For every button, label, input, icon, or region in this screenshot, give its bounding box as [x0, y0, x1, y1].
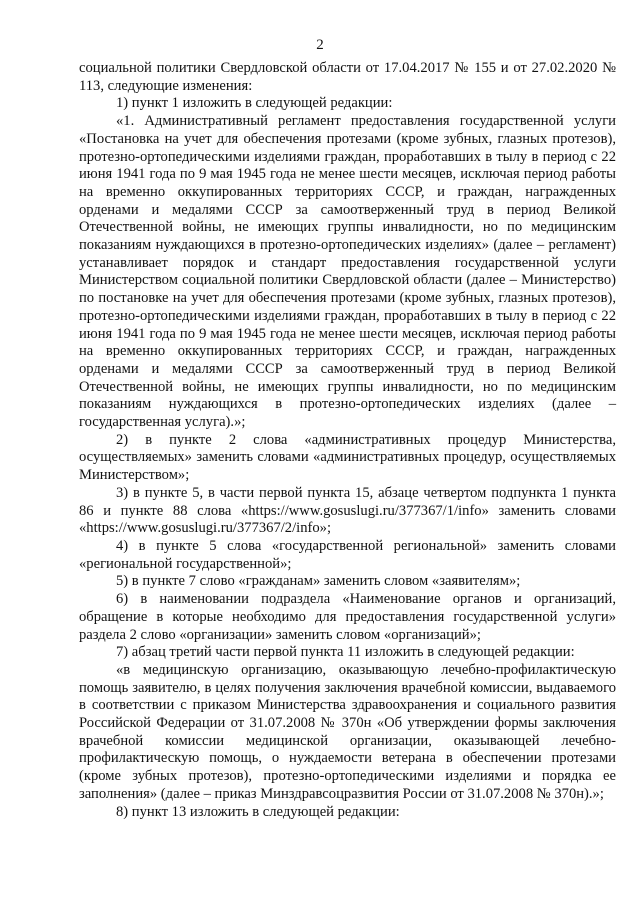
- paragraph-item-8: 8) пункт 13 изложить в следующей редакции:: [116, 803, 400, 820]
- paragraph-item-4: 4) в пункте 5 слова «государственной региональной» заменить словами «региональной государственной»;: [79, 537, 616, 572]
- paragraph-item-5: 5) в пункте 7 слово «гражданам» заменить словом «заявителям»;: [116, 573, 521, 590]
- paragraph-item-6: 6) в наименовании подраздела «Наименование органов и организаций, обращение в которые необходимо для предоставления государственной услуги» раздела 2 слово «организации» заменить словом «организаций»;: [79, 591, 616, 643]
- document-body: [79, 60, 616, 821]
- paragraph-item-1: 1) пункт 1 изложить в следующей редакции:: [116, 95, 393, 112]
- page-number: 2: [316, 37, 324, 53]
- paragraph-item-3: 3) в пункте 5, в части первой пункта 15, абзаце четвертом подпункта 1 пункта 86 и пункте 88 слова «https://www.gosuslugi.ru/377367/1/info» заменить словами «https://www.gosuslugi.ru/377367/2/info»;: [79, 484, 616, 537]
- paragraph-item-2: 2) в пункте 2 слова «административных процедур Министерства, осуществляемых» заменить словами «административных процедур, осуществляемых Министерством»;: [79, 431, 616, 484]
- paragraph-item-7: 7) абзац третий части первой пункта 11 изложить в следующей редакции:: [116, 644, 575, 661]
- paragraph-medical-organization: «в медицинскую организацию, оказывающую лечебно-профилактическую помощь заявителю, в целях получения заключения врачебной комиссии, выдаваемого в соответствии с приказом Министерства здравоохранения и социального развития Российской Федерации от 31.07.2008 № 370н «Об утверждении формы заключения врачебной комиссии медицинской организации, оказывающей лечебно-профилактическую помощь, о нуждаемости ветерана в обеспечении протезами (кроме зубных протезов), протезно-ортопедическими изделиями и порядка ее заполнения» (далее – приказ Минздравсоцразвития России от 31.07.2008 № 370н).»;: [79, 661, 616, 802]
- paragraph-regulation-text: «1. Административный регламент предоставления государственной услуги «Постановка на учет для обеспечения протезами (кроме зубных, глазных протезов), протезно-ортопедическими изделиями граждан, проработавших в тылу в период с 22 июня 1941 года по 9 мая 1945 года не менее шести месяцев, исключая период работы на временно оккупированных территориях СССР, и граждан, награжденных орденами и медалями СССР за самоотверженный труд в период Великой Отечественной войны, не имеющих группы инвалидности, но по медицинским показаниям нуждающихся в протезно-ортопедических изделиях» (далее – регламент) устанавливает порядок и стандарт предоставления государственной услуги Министерством социальной политики Свердловской области (далее – Министерство) по постановке на учет для обеспечения протезами (кроме зубных, глазных протезов), протезно-ортопедическими изделиями граждан, проработавших в тылу в период с 22 июня 1941 года по 9 мая 1945 года не менее шести месяцев, исключая период работы на временно оккупированных территориях СССР, и граждан, награжденных орденами и медалями СССР за самоотверженный труд в период Великой Отечественной войны, не имеющих группы инвалидности, но по медицинским показаниям нуждающихся в протезно-ортопедических изделиях (далее – государственная услуга).»;: [79, 113, 616, 431]
- paragraph-continuation: социальной политики Свердловской области от 17.04.2017 № 155 и от 27.02.2020 № 113, следующие изменения:: [79, 60, 616, 94]
